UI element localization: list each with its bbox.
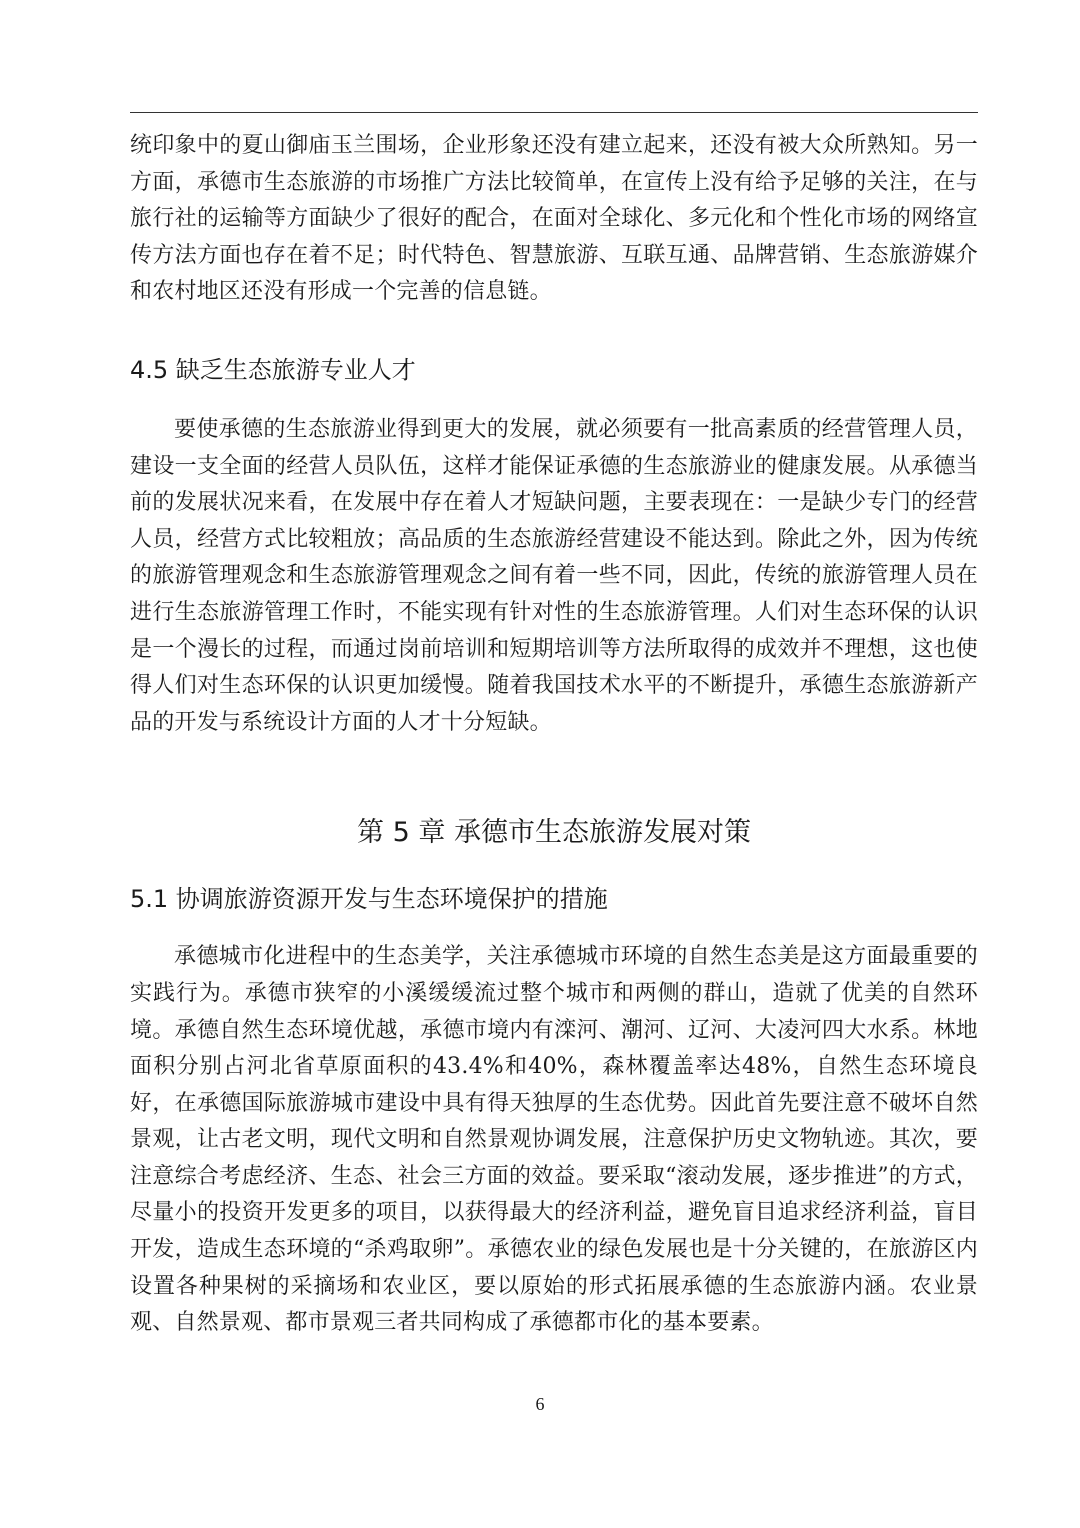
header-rule [130,112,978,113]
body-paragraph-5-1: 承德城市化进程中的生态美学，关注承德城市环境的自然生态美是这方面最重要的实践行为。承德市狭窄的小溪缓缓流过整个城市和两侧的群山，造就了优美的自然环境。承德自然生态环境优越，承德市境内有滦河、潮河、辽河、大凌河四大水系。林地面积分别占河北省草原面积的43.4%和40%，森林覆盖率达48%，自然生态环境良好，在承德国际旅游城市建设中具有得天独厚的生态优势。因此首先要注意不破坏自然景观，让古老文明，现代文明和自然景观协调发展，注意保护历史文物轨迹。其次，要注意综合考虑经济、生态、社会三方面的效益。要采取“滚动发展，逐步推进”的方式，尽量小的投资开发更多的项目，以获得最大的经济利益，避免盲目追求经济利益，盲目开发，造成生态环境的“杀鸡取卵”。承德农业的绿色发展也是十分关键的，在旅游区内设置各种果树的采摘场和农业区，要以原始的形式拓展承德的生态旅游内涵。农业景观、自然景观、都市景观三者共同构成了承德都市化的基本要素。 [130,944,978,1336]
body-paragraph-continuation: 统印象中的夏山御庙玉兰围场，企业形象还没有建立起来，还没有被大众所熟知。另一方面，承德市生态旅游的市场推广方法比较简单，在宣传上没有给予足够的关注，在与旅行社的运输等方面缺少了很好的配合，在面对全球化、多元化和个性化市场的网络宣传方法方面也存在着不足；时代特色、智慧旅游、互联互通、品牌营销、生态旅游媒介和农村地区还没有形成一个完善的信息链。 [130,133,978,305]
page-content [130,128,978,1342]
chapter-heading-5: 第 5 章 承德市生态旅游发展对策 [357,817,751,849]
page-number: 6 [535,1394,545,1414]
body-paragraph-4-5: 要使承德的生态旅游业得到更大的发展，就必须要有一批高素质的经营管理人员，建设一支全面的经营人员队伍，这样才能保证承德的生态旅游业的健康发展。从承德当前的发展状况来看，在发展中存在着人才短缺问题，主要表现在：一是缺少专门的经营人员，经营方式比较粗放；高品质的生态旅游经营建设不能达到。除此之外，因为传统的旅游管理观念和生态旅游管理观念之间有着一些不同，因此，传统的旅游管理人员在进行生态旅游管理工作时，不能实现有针对性的生态旅游管理。人们对生态环保的认识是一个漫长的过程，而通过岗前培训和短期培训等方法所取得的成效并不理想，这也使得人们对生态环保的认识更加缓慢。随着我国技术水平的不断提升，承德生态旅游新产品的开发与系统设计方面的人才十分短缺。 [130,416,978,735]
section-heading-5-1: 5.1 协调旅游资源开发与生态环境保护的措施 [130,885,608,914]
section-heading-4-5: 4.5 缺乏生态旅游专业人才 [130,355,416,384]
